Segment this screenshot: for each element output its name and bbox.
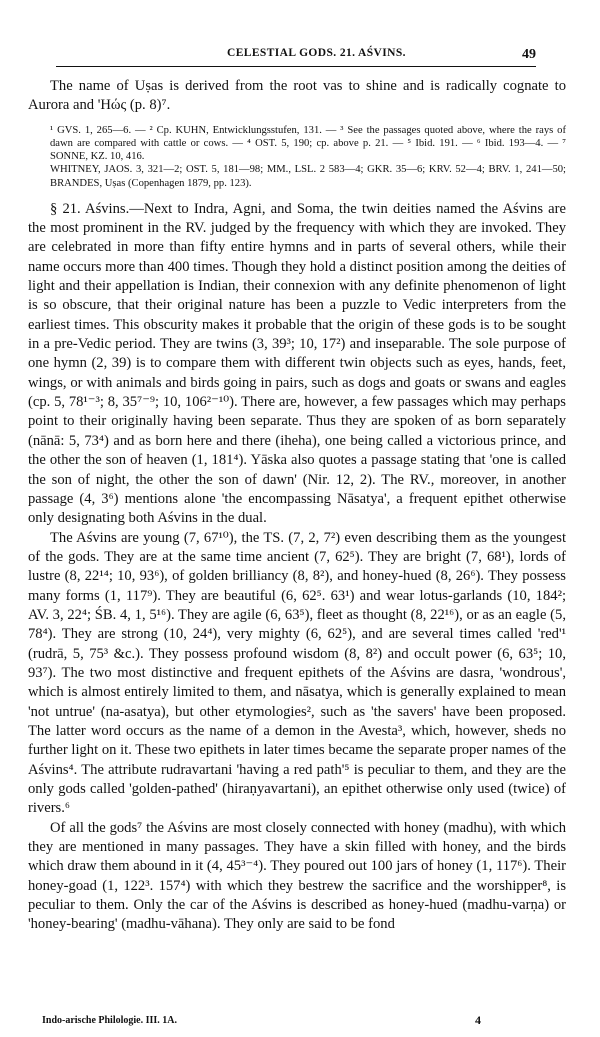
footnote-block — [28, 124, 566, 190]
signature-mark: 4 — [475, 1013, 481, 1027]
page-footer — [42, 1015, 564, 1026]
page-header — [28, 0, 572, 62]
section-paragraph: Of all the gods⁷ the Aśvins are most closely connected with honey (madhu), with which they are mentioned in many passages. They have a skin filled with honey, and the birds which draw them abound in it (4, 45³⁻⁴). They poured out 100 jars of honey (1, 117⁶). Their honey-goad (1, 122³. 157⁴) with which they bestrew the sacrifice and the worshipper⁸, is peculiar to them. Only the car of the Aśvins is described as honey-hued (madhu-varṇa) or 'honey-bearing' (madhu-vāhana). They only are said to be fond — [28, 819, 566, 933]
section-paragraph: The Aśvins are young (7, 67¹⁰), the TS. (7, 2, 7²) even describing them as the youngest of the gods. They are at the same time ancient (7, 62⁵). They are bright (7, 68¹), lords of lustre (8, 22¹⁴; 10, 93⁶), of golden brilliancy (8, 8²), and honey-hued (8, 26⁶). They possess many forms (1, 117⁹). They are beautiful (6, 62⁵. 63¹) and wear lotus-garlands (10, 184²; AV. 3, 22⁴; ŚB. 4, 1, 5¹⁶). They are agile (6, 63⁵), fleet as thought (8, 22¹⁶), or as an eagle (5, 78⁴). They are strong (10, 24⁴), very mighty (6, 62⁵), and are several times called 'red'¹ (rudrā, 5, 75³ &c.). They possess profound wisdom (8, 8²) and occult power (6, 63⁵; 10, 93⁷). The two most distinctive and frequent epithets of the Aśvins are dasra, 'wondrous', which is almost entirely limited to them, and nāsatya, which is generally explained to mean 'not untrue' (na-asatya), but other etymologies², such as 'the savers' have been proposed. The latter word occurs as the name of a demon in the Avesta³, which, however, sheds no further light on it. These two epithets in later times became the separate proper names of the Aśvins⁴. The attribute rudravartani 'having a red path'⁵ is peculiar to them, and they are the only gods called 'golden-pathed' (hiraṇyavartani), an epithet otherwise only used (twice) of rivers.⁶ — [28, 529, 566, 817]
footnote-line: WHITNEY, JAOS. 3, 321—2; OST. 5, 181—98; MM., LSL. 2 583—4; GKR. 35—6; KRV. 52—4; BRV. 1, 241—50; BRANDES, Uṣas (Copenhagen 1879, pp. 123). — [50, 164, 566, 189]
series-title: Indo-arische Philologie. III. 1A. — [42, 1015, 178, 1026]
header-rule — [56, 66, 536, 67]
running-head: CELESTIAL GODS. 21. AŚVINS. — [227, 47, 406, 59]
section-paragraph: § 21. Aśvins.—Next to Indra, Agni, and Soma, the twin deities named the Aśvins are the most prominent in the RV. judged by the frequency with which they are invoked. They are celebrated in more than fifty entire hymns and in parts of several others, while their name occurs more than 400 times. Though they hold a distinct position among the deities of light and their appellation is Indian, their connexion with any definite phenomenon of light is so obscure, that their original nature has been a puzzle to Vedic interpreters from the earliest times. This obscurity makes it probable that the origin of these gods is to be sought in a pre-Vedic period. They are twins (3, 39³; 10, 17²) and inseparable. The sole purpose of one hymn (2, 39) is to compare them with different twin objects such as eyes, hands, feet, wings, or with animals and birds going in pairs, such as dogs and goats or swans and eagles (cp. 5, 78¹⁻³; 8, 35⁷⁻⁹; 10, 106²⁻¹⁰). There are, however, a few passages which may perhaps point to their originally having been separate. Thus they are spoken of as born separately (nānā: 5, 73⁴) and as born here and there (iheha), one being called a victorious prince, and the other the son of heaven (1, 181⁴). Yāska also quotes a passage stating that 'one is called the son of night, the other the son of dawn' (Nir. 12, 2). The RV., moreover, in another passage (4, 3⁶) mentions alone 'the encompassing Nāsatya', a frequent epithet otherwise only designating both Aśvins in the dual. — [28, 200, 566, 527]
section-gap — [28, 190, 566, 200]
body-text — [28, 77, 566, 935]
page-number: 49 — [522, 47, 536, 62]
intro-paragraph: The name of Uṣas is derived from the root vas to shine and is radically cognate to Aurora and 'Ηώς (p. 8)⁷. — [28, 78, 566, 114]
footnote-line: ¹ GVS. 1, 265—6. — ² Cp. KUHN, Entwicklungsstufen, 131. — ³ See the passages quoted above, where the rays of dawn are compared with cattle or cows. — ⁴ OST. 5, 190; cp. above p. 21. — ⁵ Ibid. 191. — ⁶ Ibid. 193—4. — ⁷ SONNE, KZ. 10, 416. — [50, 124, 566, 163]
